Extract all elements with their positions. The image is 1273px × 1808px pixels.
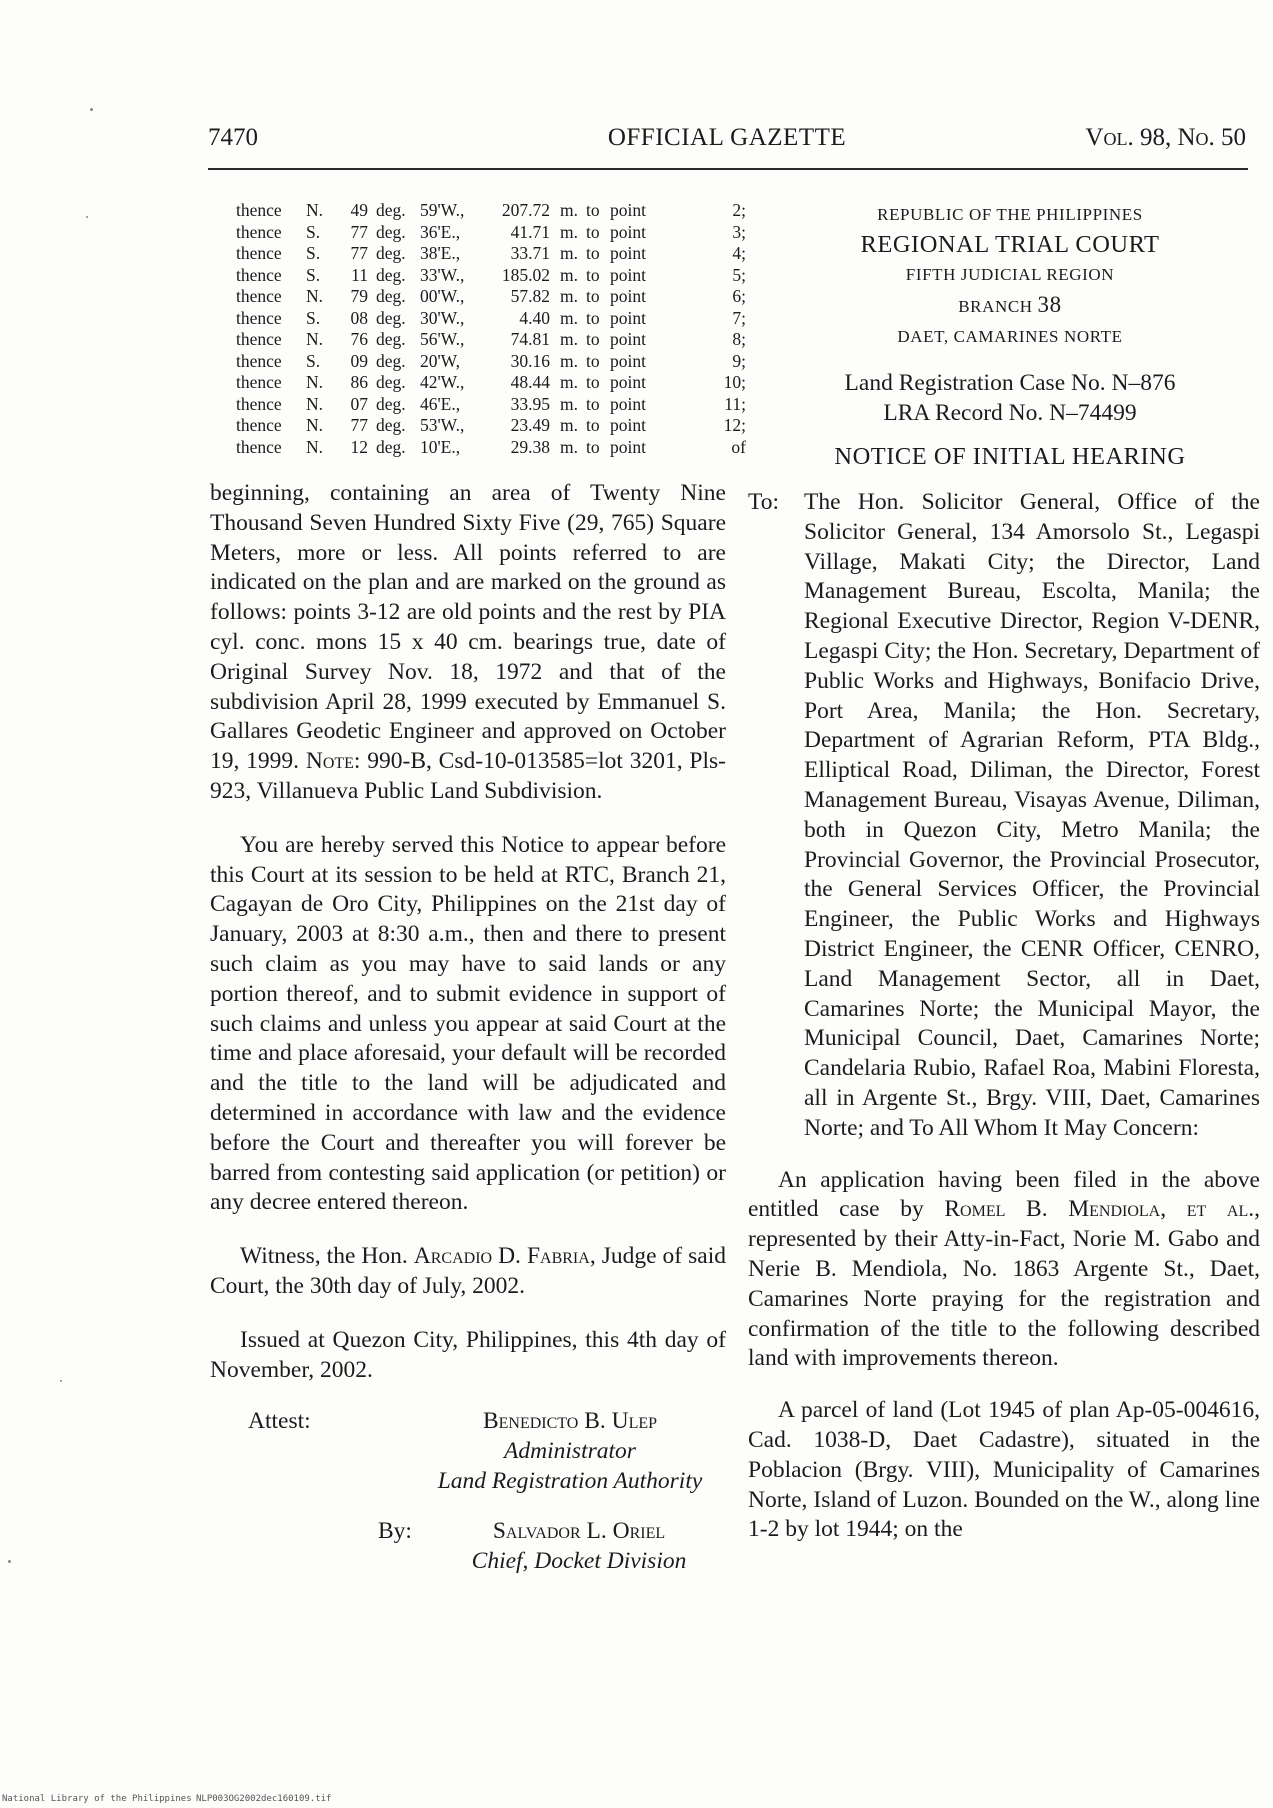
bearing-cell: 36'E., (420, 221, 461, 242)
bearing-cell: point (610, 436, 646, 457)
bearing-cell: thence (236, 350, 282, 371)
bearing-cell: thence (236, 415, 282, 435)
by-label: By: (378, 1518, 412, 1545)
bearing-cell: deg. (376, 372, 406, 392)
branch-number: 38 (1037, 292, 1062, 317)
header-rule (208, 168, 1248, 170)
bearing-row (236, 415, 746, 437)
administrator-title: Administrator (504, 1438, 636, 1465)
parcel-paragraph: A parcel of land (Lot 1945 of plan Ap-05-004616, Cad. 1038-D, Daet Cadastre), situated in the Poblacion (Brgy. VIII), Municipality of Camarines Norte, Island of Luzon. Bounded on the W., along line 1-2 by lot 1944; on the (748, 1397, 1260, 1543)
right-column (748, 200, 1260, 1545)
bearing-cell: to (586, 415, 600, 435)
bearing-cell: 10; (723, 372, 746, 392)
running-head (208, 124, 1246, 164)
bearing-cell: 10'E., (420, 436, 461, 457)
bearing-cell: thence (236, 329, 282, 349)
attest-label: Attest: (248, 1408, 311, 1435)
bearing-cell: m. (560, 415, 578, 435)
bearing-cell: N. (306, 415, 324, 435)
bearing-cell: 79 (350, 286, 368, 306)
case-number: Land Registration Case No. N–876 (844, 370, 1176, 396)
bearing-cell: 42'W., (420, 372, 465, 392)
bearing-cell: point (610, 286, 646, 306)
page-number: 7470 (208, 124, 258, 151)
bearing-cell: m. (560, 221, 578, 242)
bearing-cell: point (610, 307, 646, 328)
bearing-cell: 185.02 (501, 264, 550, 285)
bearing-row (236, 351, 746, 373)
bearing-cell: to (586, 286, 600, 306)
bearing-cell: point (610, 329, 646, 349)
location-line: DAET, CAMARINES NORTE (897, 327, 1123, 346)
bearing-cell: to (586, 221, 600, 242)
bearing-cell: 33'W., (420, 264, 465, 285)
court-heading (760, 200, 1260, 472)
bearing-cell: S. (306, 221, 321, 242)
bearing-cell: to (586, 307, 600, 328)
bearing-cell: N. (306, 200, 324, 220)
bearing-row (236, 286, 746, 308)
region-line: FIFTH JUDICIAL REGION (905, 265, 1115, 284)
bearing-row (236, 308, 746, 330)
attestation (210, 1407, 726, 1597)
bearing-cell: point (610, 200, 646, 220)
bearing-cell: deg. (376, 415, 406, 435)
addressees (748, 488, 1260, 1144)
bearing-cell: 4.40 (519, 307, 550, 328)
applicant-name: Romel B. Mendiola, et al. (944, 1196, 1255, 1223)
bearing-cell: 07 (350, 393, 368, 414)
lra-record-number: LRA Record No. N–74499 (883, 400, 1137, 426)
bearing-cell: N. (306, 286, 324, 306)
bearing-cell: of (731, 436, 746, 457)
issued-paragraph: Issued at Quezon City, Philippines, this 4th day of November, 2002. (210, 1326, 726, 1383)
bearing-cell: 9; (732, 350, 746, 371)
bearing-cell: 86 (350, 372, 368, 392)
bearing-cell: 2; (732, 200, 746, 220)
bearing-cell: to (586, 372, 600, 392)
bearing-cell: 33.71 (510, 243, 550, 263)
bearing-row (236, 222, 746, 244)
bearing-cell: deg. (376, 286, 406, 306)
bearing-cell: 7; (732, 307, 746, 328)
bearing-cell: 38'E., (420, 243, 461, 263)
witness-tail: , Judge of said Court, the 30th day of July, 2002. (210, 1243, 726, 1299)
bearing-cell: point (610, 221, 646, 242)
served-paragraph: You are hereby served this Notice to appear before this Court at its session to be held at RTC, Branch 21, Cagayan de Oro City, Philippines on the 21st day of January, 2003 at 8:30 a.m., then and there to present such claim as you may have to said lands or any portion thereof, and to submit evidence in support of such claims and unless you appear at said Court at the time and place aforesaid, your default will be recorded and the title to the land will be adjudicated and determined in accordance with law and the evidence before the Court and thereafter you will forever be barred from contesting said application (or petition) or any decree entered thereon. (210, 831, 726, 1216)
bearing-cell: 12; (723, 415, 746, 435)
file-name-mark: NLP003OG2002dec160109.tif (196, 1794, 332, 1804)
bearing-cell: 4; (732, 243, 746, 263)
judge-name: Arcadio D. Fabria (413, 1243, 590, 1270)
bearing-cell: thence (236, 200, 282, 220)
witness-lead: Witness, the Hon. (240, 1243, 408, 1270)
bearing-row (236, 243, 746, 265)
bearing-cell: thence (236, 243, 282, 263)
bearing-cell: 46'E., (420, 393, 461, 414)
bearing-cell: m. (560, 372, 578, 392)
bearing-cell: 30.16 (510, 350, 550, 371)
docket-chief-title: Chief, Docket Division (471, 1548, 687, 1575)
bearing-cell: m. (560, 200, 578, 220)
bearing-cell: 33.95 (510, 393, 550, 414)
bearing-cell: thence (236, 221, 282, 242)
to-label: To: (748, 489, 779, 515)
bearing-cell: 77 (350, 243, 368, 263)
republic-line: REPUBLIC OF THE PHILIPPINES (877, 205, 1143, 224)
witness-paragraph (210, 1242, 726, 1302)
docket-chief-name: Salvador L. Oriel (492, 1518, 666, 1545)
bearing-cell: 8; (732, 329, 746, 349)
bearing-cell: N. (306, 393, 324, 414)
bearing-cell: thence (236, 372, 282, 392)
bearing-cell: 74.81 (510, 329, 550, 349)
bearing-cell: S. (306, 243, 321, 263)
note-label: Note: (305, 748, 361, 775)
bearing-cell: 30'W., (420, 307, 465, 328)
bearing-row (236, 372, 746, 394)
application-lead: An application having been filed in the above entitled case by (748, 1166, 1260, 1223)
scan-speck (86, 216, 88, 218)
bearing-cell: deg. (376, 436, 406, 457)
bearing-cell: deg. (376, 264, 406, 285)
bearing-cell: S. (306, 264, 321, 285)
bearing-cell: 6; (732, 286, 746, 306)
bearing-cell: thence (236, 264, 282, 285)
bearing-cell: 57.82 (510, 286, 550, 306)
bearing-cell: 76 (350, 329, 368, 349)
bearing-cell: 29.38 (510, 436, 550, 457)
bearing-cell: to (586, 350, 600, 371)
administrator-signature (410, 1407, 730, 1496)
authority-name: Land Registration Authority (437, 1467, 703, 1494)
bearing-cell: deg. (376, 393, 406, 414)
bearing-cell: m. (560, 307, 578, 328)
bearing-cell: 49 (350, 200, 368, 220)
court-name: REGIONAL TRIAL COURT (860, 231, 1160, 258)
bearing-cell: thence (236, 393, 282, 414)
bearing-cell: 08 (350, 307, 368, 328)
bearing-row (236, 394, 746, 416)
bearing-cell: 11 (351, 264, 368, 285)
bearing-cell: 12 (350, 436, 368, 457)
bearing-cell: N. (306, 436, 324, 457)
bearing-cell: N. (306, 329, 324, 349)
bearing-cell: 20'W, (420, 350, 460, 371)
bearing-row (236, 437, 746, 459)
library-watermark: National Library of the Philippines (2, 1794, 192, 1804)
bearing-cell: m. (560, 350, 578, 371)
bearing-cell: thence (236, 436, 282, 457)
bearing-cell: m. (560, 436, 578, 457)
note-text: 990-B, Csd-10-013585=lot 3201, Pls-923, Villanueva Public Land Subdivision. (210, 748, 726, 804)
scan-speck (90, 108, 93, 111)
bearing-row (236, 329, 746, 351)
bearing-cell: 23.49 (510, 415, 550, 435)
bearing-cell: to (586, 243, 600, 263)
bearing-cell: point (610, 415, 646, 435)
bearing-cell: 53'W., (420, 415, 465, 435)
branch-line (760, 290, 1260, 322)
branch-label: BRANCH (958, 297, 1033, 316)
bearing-cell: S. (306, 307, 321, 328)
bearing-cell: deg. (376, 329, 406, 349)
bearing-cell: deg. (376, 200, 406, 220)
bearing-cell: 77 (350, 415, 368, 435)
bearing-cell: deg. (376, 243, 406, 263)
left-column (210, 200, 746, 1597)
bearing-cell: 00'W., (420, 286, 465, 306)
bearing-cell: point (610, 372, 646, 392)
application-tail: , represented by their Atty-in-Fact, Norie M. Gabo and Nerie B. Mendiola, No. 1863 Argente St., Daet, Camarines Norte praying for the registration and confirmation of the title to the following described land with improvements thereon. (748, 1196, 1261, 1372)
bearing-cell: point (610, 264, 646, 285)
bearing-cell: to (586, 200, 600, 220)
bearing-row (236, 265, 746, 287)
bearing-cell: S. (306, 350, 321, 371)
bearing-cell: 77 (350, 221, 368, 242)
notice-title: NOTICE OF INITIAL HEARING (834, 443, 1186, 470)
area-description (210, 479, 726, 807)
administrator-name: Benedicto B. Ulep (482, 1408, 658, 1435)
bearing-cell: 56'W., (420, 329, 465, 349)
bearing-cell: m. (560, 264, 578, 285)
bearing-cell: 59'W., (420, 200, 465, 220)
bearing-cell: m. (560, 393, 578, 414)
docket-chief-signature (434, 1517, 724, 1577)
bearing-cell: to (586, 264, 600, 285)
bearing-cell: deg. (376, 350, 406, 371)
bearing-cell: N. (306, 372, 324, 392)
area-text: beginning, containing an area of Twenty Nine Thousand Seven Hundred Sixty Five (29, 765) Square Meters, more or less. All points referred to are indicated on the plan and are marked on the ground as follows: points 3-12 are old points and the rest by PIA cyl. conc. mons 15 x 40 cm. bearings true, date of Original Survey Nov. 18, 1972 and that of the subdivision April 28, 1999 executed by Emmanuel S. Gallares Geodetic Engineer and approved on October 19, 1999. (210, 480, 726, 775)
bearing-cell: point (610, 243, 646, 263)
bearing-row (236, 200, 746, 222)
bearing-cell: deg. (376, 221, 406, 242)
bearing-cell: to (586, 436, 600, 457)
bearing-cell: m. (560, 243, 578, 263)
bearing-cell: to (586, 329, 600, 349)
scan-speck (8, 1560, 11, 1563)
bearing-cell: deg. (376, 307, 406, 328)
bearing-cell: point (610, 350, 646, 371)
bearing-cell: thence (236, 286, 282, 306)
bearing-cell: thence (236, 307, 282, 328)
application-paragraph (748, 1166, 1260, 1375)
bearing-cell: 09 (350, 350, 368, 371)
bearing-cell: 41.71 (510, 221, 550, 242)
bearings-table (236, 200, 746, 458)
volume-number: Vol. 98, No. 50 (1085, 124, 1246, 151)
bearing-cell: 207.72 (501, 200, 550, 220)
bearing-cell: 5; (732, 264, 746, 285)
bearing-cell: 11; (724, 393, 746, 414)
bearing-cell: 48.44 (510, 372, 550, 392)
bearing-cell: 3; (732, 221, 746, 242)
publication-title: OFFICIAL GAZETTE (607, 124, 847, 151)
scan-speck (60, 1380, 62, 1382)
bearing-cell: m. (560, 329, 578, 349)
bearing-cell: point (610, 393, 646, 414)
bearing-cell: m. (560, 286, 578, 306)
addressee-list: The Hon. Solicitor General, Office of the Solicitor General, 134 Amorsolo St., Legaspi Village, Makati City; the Director, Land Management Bureau, Escolta, Manila; the Regional Executive Director, Region V-DENR, Legaspi City; the Hon. Secretary, Department of Public Works and Highways, Bonifacio Drive, Port Area, Manila; the Hon. Secretary, Department of Agrarian Reform, PTA Bldg., Elliptical Road, Diliman, the Director, Forest Management Bureau, Visayas Avenue, Diliman, both in Quezon City, Metro Manila; the Provincial Governor, the Provincial Prosecutor, the General Services Officer, the Provincial Engineer, the Public Works and Highways District Engineer, the CENR Officer, CENRO, Land Management Sector, all in Daet, Camarines Norte; the Municipal Mayor, the Municipal Council, Daet, Camarines Norte; Candelaria Rubio, Rafael Roa, Mabini Floresta, all in Argente St., Brgy. VIII, Daet, Camarines Norte; and To All Whom It May Concern: (804, 489, 1260, 1141)
bearing-cell: to (586, 393, 600, 414)
